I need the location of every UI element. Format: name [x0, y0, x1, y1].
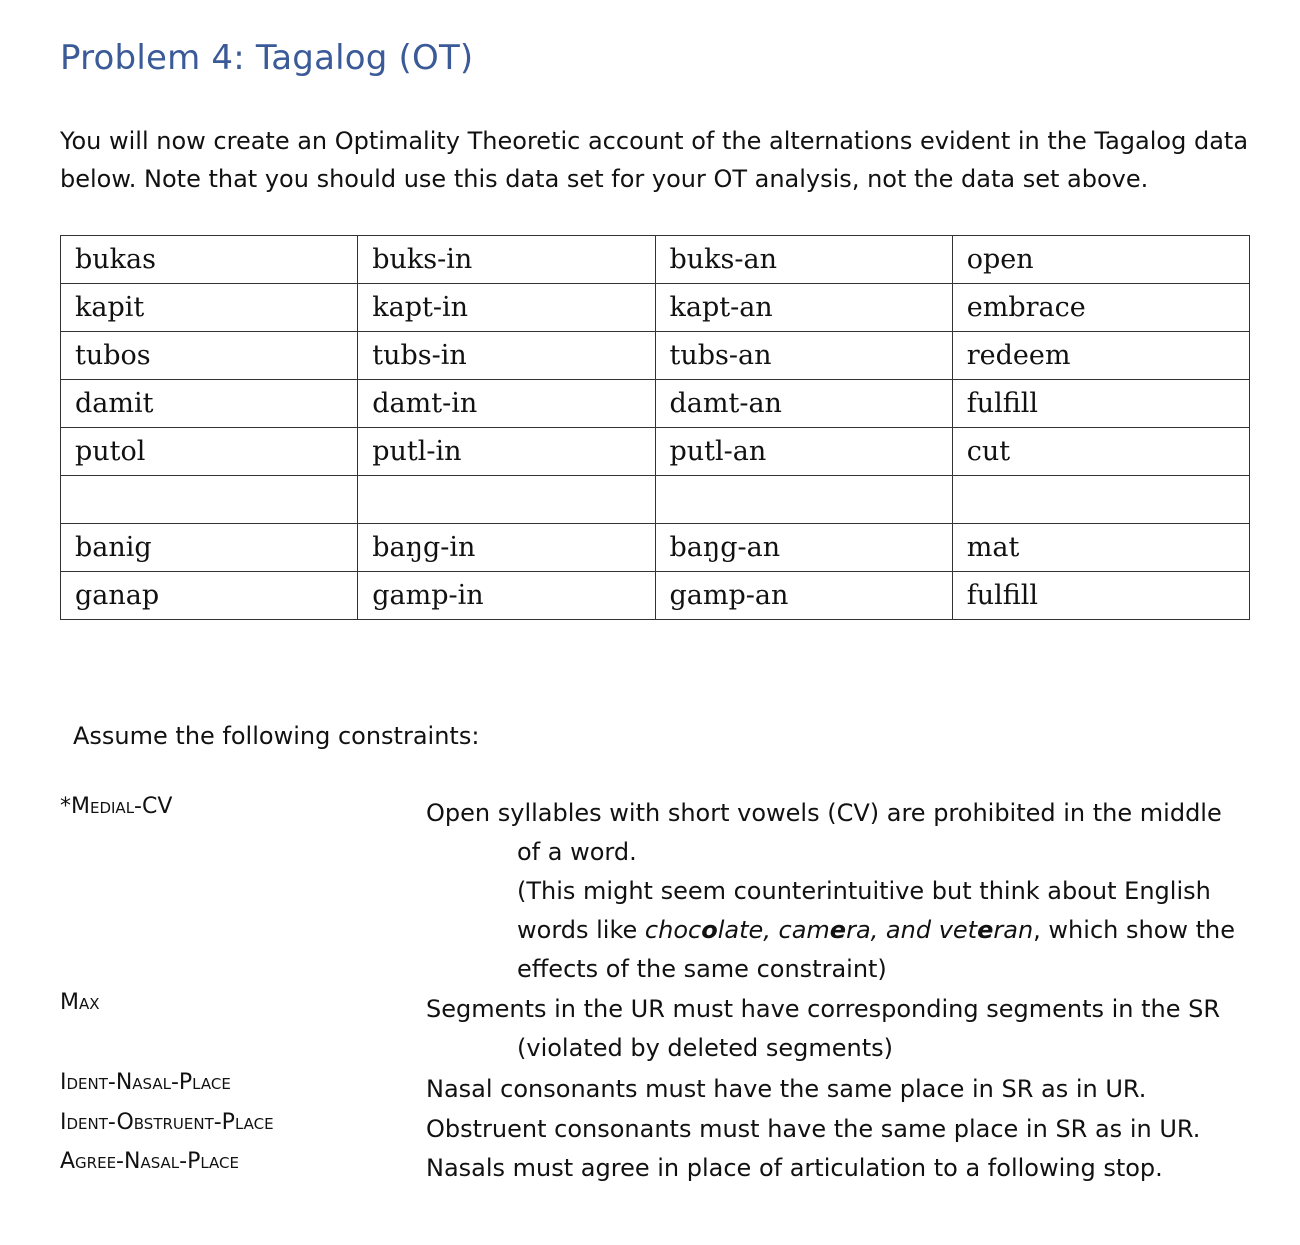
table-cell: kapt-in: [358, 284, 655, 332]
table-cell: [61, 476, 358, 524]
example-part: vet: [938, 916, 978, 944]
description-line: Nasals must agree in place of articulation to a following stop.: [426, 1154, 1163, 1182]
constraint-description: [426, 1070, 1246, 1109]
example-part: ra, and: [846, 916, 939, 944]
table-row: [61, 524, 1250, 572]
constraint-name: Ident-Nasal-Place: [60, 1070, 231, 1095]
constraint-description: [426, 1149, 1246, 1188]
table-cell: gamp-in: [358, 572, 655, 620]
constraint-description: [426, 794, 1246, 989]
table-cell: open: [952, 236, 1249, 284]
constraint-name: Ident-Obstruent-Place: [60, 1110, 274, 1135]
table-cell: buks-an: [655, 236, 952, 284]
example-stressed-vowel: e: [977, 916, 994, 944]
example-part: choc: [644, 916, 702, 944]
table-cell: cut: [952, 428, 1249, 476]
table-cell: putl-in: [358, 428, 655, 476]
table-cell: gamp-an: [655, 572, 952, 620]
constraint-description: [426, 990, 1246, 1068]
table-cell: tubs-in: [358, 332, 655, 380]
table-row-empty: [61, 476, 1250, 524]
example-part: cam: [778, 916, 830, 944]
description-line: Open syllables with short vowels (CV) are prohibited in the middle: [426, 799, 1222, 827]
table-cell: kapit: [61, 284, 358, 332]
table-cell: kapt-an: [655, 284, 952, 332]
table-cell: tubs-an: [655, 332, 952, 380]
description-line: of a word.: [517, 838, 637, 866]
tagalog-data-table: [60, 235, 1250, 620]
constraint-name: Agree-Nasal-Place: [60, 1149, 239, 1174]
table-row: [61, 284, 1250, 332]
constraints-heading: Assume the following constraints:: [73, 722, 480, 750]
table-cell: baŋg-in: [358, 524, 655, 572]
note-text: (This might seem counterintuitive but think about English words like: [517, 877, 1211, 944]
table-cell: ganap: [61, 572, 358, 620]
table-cell: damit: [61, 380, 358, 428]
table-cell: bukas: [61, 236, 358, 284]
table-row: [61, 428, 1250, 476]
table-cell: buks-in: [358, 236, 655, 284]
table-cell: fulfill: [952, 572, 1249, 620]
table-cell: [655, 476, 952, 524]
table-cell: banig: [61, 524, 358, 572]
table-cell: damt-in: [358, 380, 655, 428]
table-cell: putl-an: [655, 428, 952, 476]
table-cell: fulfill: [952, 380, 1249, 428]
table-row: [61, 572, 1250, 620]
table-cell: mat: [952, 524, 1249, 572]
table-cell: embrace: [952, 284, 1249, 332]
table-row: [61, 332, 1250, 380]
example-part: ran: [993, 916, 1034, 944]
constraint-description: [426, 1110, 1246, 1149]
example-word: [645, 916, 1033, 944]
example-stressed-vowel: o: [701, 916, 718, 944]
description-note: [426, 872, 1246, 989]
constraint-name: *Medial-CV: [60, 794, 173, 819]
description-line: Segments in the UR must have corresponding segments in the SR: [426, 995, 1221, 1023]
table-cell: [358, 476, 655, 524]
table-cell: [952, 476, 1249, 524]
table-cell: redeem: [952, 332, 1249, 380]
table-row: [61, 236, 1250, 284]
constraint-name: Max: [60, 990, 100, 1015]
note-text: , which show the effects of the same constraint): [517, 916, 1236, 983]
description-line: Nasal consonants must have the same place in SR as in UR.: [426, 1075, 1147, 1103]
table-cell: damt-an: [655, 380, 952, 428]
example-part: late,: [717, 916, 779, 944]
table-cell: tubos: [61, 332, 358, 380]
table-cell: putol: [61, 428, 358, 476]
description-line: Obstruent consonants must have the same place in SR as in UR.: [426, 1115, 1201, 1143]
intro-paragraph: You will now create an Optimality Theoretic account of the alternations evident in the Tagalog data below. Note that you should use this data set for your OT analysis, not the data set above.: [60, 127, 1249, 193]
table-cell: baŋg-an: [655, 524, 952, 572]
example-stressed-vowel: e: [829, 916, 847, 944]
table-row: [61, 380, 1250, 428]
page-title: Problem 4: Tagalog (OT): [60, 38, 474, 78]
description-line: (violated by deleted segments): [517, 1034, 894, 1062]
